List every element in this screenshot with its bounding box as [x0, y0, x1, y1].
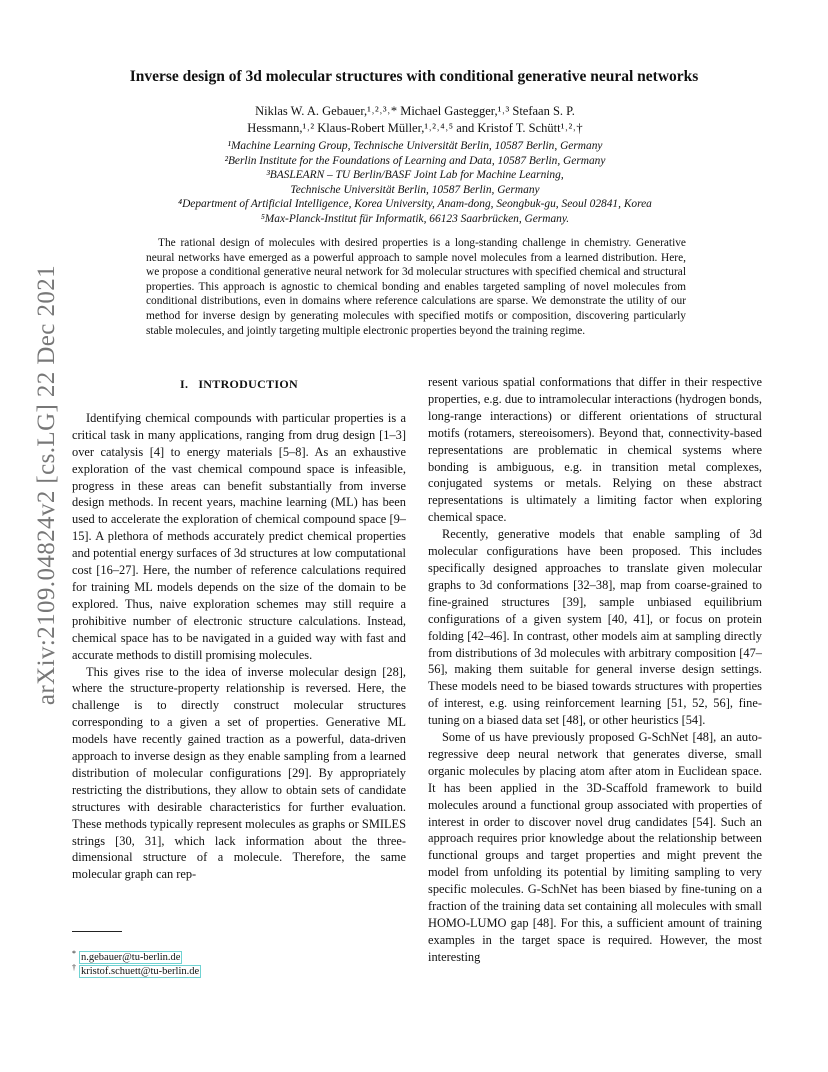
section-number: I.	[180, 377, 189, 391]
footnote-1	[72, 948, 201, 965]
footnote-mark: †	[72, 962, 76, 972]
right-column	[428, 374, 762, 966]
author-list	[180, 103, 650, 137]
left-column	[72, 374, 406, 883]
paper-title: Inverse design of 3d molecular structures with conditional generative neural networks	[129, 68, 699, 85]
email-link[interactable]: n.gebauer@tu-berlin.de	[81, 952, 181, 963]
body-paragraph: Some of us have previously proposed G-SchNet [48], an auto-regressive deep neural network that generates diverse, small organic molecules by placing atom after atom in Euclidean space. It has been applied in the 3D-Scaffold framework to build molecules around a functional group associated with properties of interest in order to discover novel drug candidates [54]. Such an approach requires prior knowledge about the relationship between functional groups and target properties and might prevent the model from unfolding its potential by limiting sampling to very specific molecules. G-SchNet has been biased by fine-tuning on a fraction of the training data set containing all molecules with small HOMO-LUMO gap [48]. For this, a sufficient amount of training examples in the target space is required. However, the most interesting	[428, 730, 762, 964]
arxiv-identifier-stamp	[30, 264, 64, 706]
affiliation-3: ³BASLEARN – TU Berlin/BASF Joint Lab for Machine Learning,	[266, 169, 564, 182]
footnote-2	[72, 962, 201, 979]
email-link[interactable]: kristof.schuett@tu-berlin.de	[81, 966, 200, 977]
footnote-divider	[72, 931, 122, 932]
footnote-mark: *	[72, 948, 76, 958]
author-line-1: Niklas W. A. Gebauer,¹˒²˒³˒* Michael Gastegger,¹˒³ Stefaan S. P.	[255, 104, 575, 118]
body-paragraph: resent various spatial conformations that differ in their respective properties, e.g. due to intramolecular interactions (hydrogen bonds, long-range interactions) or different orientations of structural motifs (rotamers, stereoisomers). Beyond that, connectivity-based representations are problematic in chemical systems where bonding is ambiguous, e.g. in transition metal complexes, conjugated systems or metals. Relying on these abstract representations is ultimately a limiting factor when exploring chemical space.	[428, 375, 762, 525]
author-line-2: Hessmann,¹˒² Klaus-Robert Müller,¹˒²˒⁴˒⁵ and Kristof T. Schütt¹˒²˒†	[247, 121, 583, 135]
affiliation-1: ¹Machine Learning Group, Technische Universität Berlin, 10587 Berlin, Germany	[227, 140, 603, 152]
arxiv-id-text: arXiv:2109.04824v2 [cs.LG] 22 Dec 2021	[33, 264, 60, 706]
affiliation-2: ²Berlin Institute for the Foundations of Learning and Data, 10587 Berlin, Germany	[224, 154, 606, 167]
body-paragraph: Identifying chemical compounds with particular properties is a critical task in many applications, ranging from drug design [1–3] over catalysis [4] to energy materials [5–8]. As an exhaustive exploration of the vast chemical compound space is infeasible, progress in these areas can benefit substantially from inverse design methods. In recent years, machine learning (ML) has been used to accelerate the exploration of chemical compound space [9–15]. A plethora of methods accurately predict chemical properties and potential energy surfaces of 3d structures at low computational cost [16–27]. Here, the number of reference calculations required for training ML models depends on the size of the domain to be explored. Thus, naive exploration schemes may still require a prohibitive number of electronic structure calculations. Instead, chemical space has to be navigated in a guided way with fast and accurate methods to distill promising molecules.	[72, 410, 406, 662]
affiliations	[110, 139, 720, 227]
affiliation-4: ⁴Department of Artificial Intelligence, Korea University, Anam-dong, Seongbuk-gu, Seoul 02841, Korea	[178, 198, 652, 211]
abstract: The rational design of molecules with desired properties is a long-standing challenge in chemistry. Generative neural networks have emerged as a powerful approach to sample novel molecules from a learned distribution. Here, we propose a conditional generative neural network for 3d molecular structures with specified chemical and structural properties. This approach is agnostic to chemical bonding and enables targeted sampling of novel molecules from conditional distributions, even in domains where reference calculations are sparse. We demonstrate the utility of our method for inverse design by generating molecules with specified motifs or composition, discovering particularly stable molecules, and jointly targeting multiple electronic properties beyond the training regime.	[146, 237, 686, 337]
body-paragraph: Recently, generative models that enable sampling of 3d molecular configurations have been proposed. This includes specifically designed approaches to translate given molecular graphs to 3d conformations [32–38], map from coarse-grained to fine-grained structures [39], sample unbiased equilibrium configurations of a given system [40, 41], or focus on protein folding [42–46]. In contrast, other models aim at sampling directly from distributions of 3d molecules with arbitrary composition [47–56], making them suitable for general inverse design settings. These models need to be biased towards structures with properties of interest, e.g. using reinforcement learning [51, 52, 56], fine-tuning on a biased data set [48], or other heuristics [54].	[428, 527, 762, 728]
body-paragraph: This gives rise to the idea of inverse molecular design [28], where the structure-property relationship is reversed. Here, the challenge is to directly construct molecular structures corresponding to a given a set of properties. Generative ML models have recently gained traction as a powerful, data-driven approach to inverse design as they enable sampling from a learned distribution of molecular configurations [29]. By appropriately restricting the distributions, they allow to obtain sets of candidate structures with desirable characteristics for further evaluation. These methods typically represent molecules as graphs or SMILES strings [30, 31], which lack information about the three-dimensional structure of a molecule. Therefore, the same molecular graph can rep-	[72, 664, 406, 882]
affiliation-5: ⁵Max-Planck-Institut für Informatik, 66123 Saarbrücken, Germany.	[260, 212, 570, 225]
section-heading	[72, 376, 406, 393]
affiliation-3-cont: Technische Universität Berlin, 10587 Berlin, Germany	[290, 183, 540, 196]
footnotes	[72, 948, 201, 979]
section-title: INTRODUCTION	[198, 377, 298, 391]
